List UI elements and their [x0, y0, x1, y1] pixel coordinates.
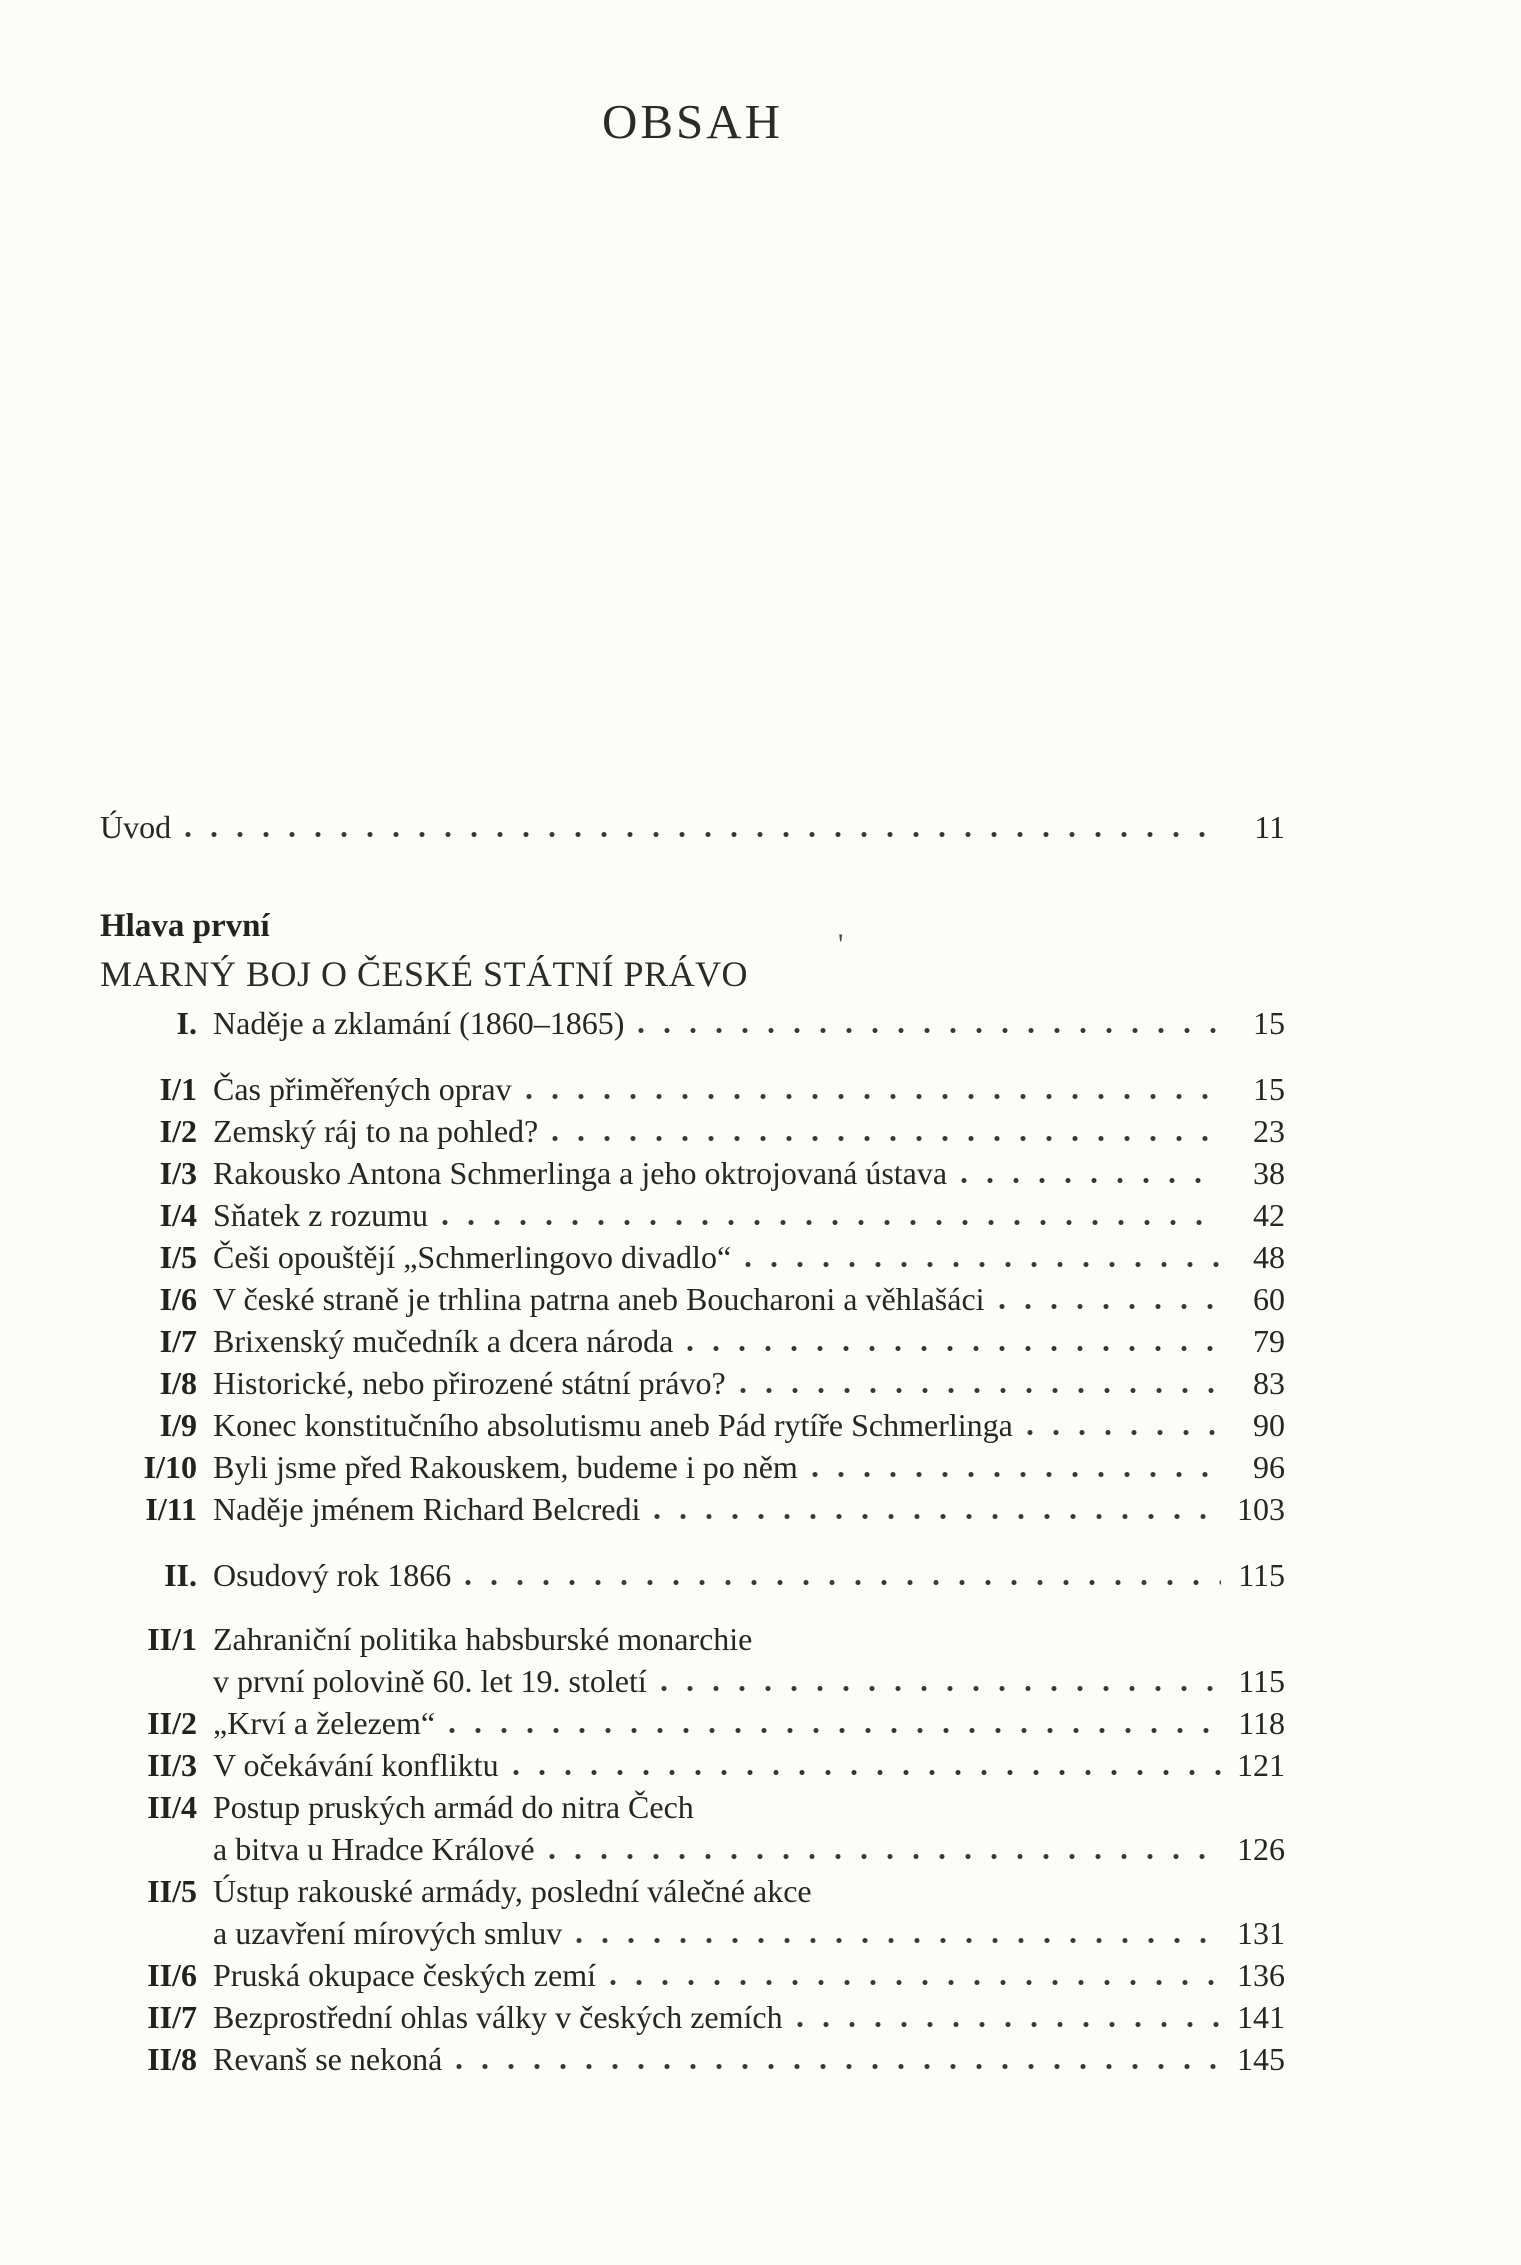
- entry-row: [100, 1660, 1285, 1702]
- dot-leader: [576, 1937, 1221, 1944]
- page-title: OBSAH: [601, 94, 784, 149]
- entry-label: I/1: [159, 1071, 197, 1107]
- entry-title: Revanš se nekoná: [213, 2041, 443, 2077]
- entry-title: Čas přiměřených oprav: [213, 1071, 512, 1107]
- entry-label: II/5: [147, 1873, 197, 1909]
- entry-row: [100, 1152, 1285, 1194]
- page-number: 15: [1253, 1071, 1285, 1107]
- entry-title: Bezprostřední ohlas války v českých zemích: [213, 1999, 783, 2035]
- entry-row: [100, 1996, 1285, 2038]
- entry-row: [100, 1618, 1285, 1660]
- entry-label: I/6: [159, 1281, 197, 1317]
- section-title: Osudový rok 1866: [213, 1557, 452, 1593]
- page-number: 38: [1253, 1155, 1285, 1191]
- entry-label: II/4: [147, 1789, 197, 1825]
- dot-leader: [513, 1769, 1221, 1776]
- page-number: 115: [1238, 1557, 1285, 1593]
- section-label: II.: [164, 1557, 197, 1593]
- entry-title: Češi opouštějí „Schmerlingovo divadlo“: [213, 1239, 732, 1275]
- section-entries: [100, 1618, 1285, 2080]
- dot-leader: [185, 831, 1221, 838]
- dot-leader: [610, 1979, 1221, 1986]
- entry-row: [100, 1236, 1285, 1278]
- entry-title: Historické, nebo přirozené státní právo?: [213, 1365, 726, 1401]
- dot-leader: [654, 1513, 1221, 1520]
- entry-title: Byli jsme před Rakouskem, budeme i po něm: [213, 1449, 798, 1485]
- page-number: 121: [1237, 1747, 1285, 1783]
- entry-title: Zahraniční politika habsburské monarchie: [213, 1621, 753, 1657]
- entry-label: II/7: [147, 1999, 197, 2035]
- entry-label: I/5: [159, 1239, 197, 1275]
- section-entries: [100, 1068, 1285, 1530]
- entry-row: [100, 1362, 1285, 1404]
- dot-leader: [526, 1093, 1221, 1100]
- dot-leader: [961, 1177, 1221, 1184]
- entry-label: I/9: [159, 1407, 197, 1443]
- entry-label: II/6: [147, 1957, 197, 1993]
- dot-leader: [687, 1345, 1221, 1352]
- entry-label: I/10: [143, 1449, 197, 1485]
- entry-title: V české straně je trhlina patrna aneb Boucharoni a věhlašáci: [213, 1281, 985, 1317]
- entry-row: [100, 2038, 1285, 2080]
- entry-label: I/2: [159, 1113, 197, 1149]
- entry-title: Naděje jménem Richard Belcredi: [213, 1491, 641, 1527]
- dot-leader: [465, 1579, 1221, 1586]
- page-number: 83: [1253, 1365, 1285, 1401]
- section-row: [100, 1554, 1285, 1596]
- page-number: 15: [1253, 1005, 1285, 1041]
- page-number: 145: [1237, 2041, 1285, 2077]
- entry-label: II/8: [147, 2041, 197, 2077]
- entry-label: II/3: [147, 1747, 197, 1783]
- intro-entry-title: Úvod: [100, 809, 172, 845]
- entry-title: V očekávání konfliktu: [213, 1747, 499, 1783]
- entry-row: [100, 1954, 1285, 1996]
- entry-row: [100, 1446, 1285, 1488]
- section-row: [100, 1002, 1285, 1044]
- entry-title: „Krví a železem“: [213, 1705, 436, 1741]
- entry-row: [100, 1320, 1285, 1362]
- dot-leader: [442, 1219, 1221, 1226]
- entry-row: [100, 1744, 1285, 1786]
- entry-row: [100, 1110, 1285, 1152]
- part-heading: [100, 903, 1285, 999]
- entry-title: Pruská okupace českých zemí: [213, 1957, 596, 1993]
- section-title: Naděje a zklamání (1860–1865): [213, 1005, 625, 1041]
- dot-leader: [745, 1261, 1221, 1268]
- entry-title: Rakousko Antona Schmerlinga a jeho oktrojovaná ústava: [213, 1155, 948, 1191]
- entry-row: [100, 1068, 1285, 1110]
- page-number: 115: [1238, 1663, 1285, 1699]
- dot-leader: [797, 2021, 1221, 2028]
- page-number: 126: [1237, 1831, 1285, 1867]
- page-number: 11: [1254, 809, 1285, 845]
- page-number: 136: [1237, 1957, 1285, 1993]
- entry-title: Brixenský mučedník a dcera národa: [213, 1323, 674, 1359]
- entry-title: Zemský ráj to na pohled?: [213, 1113, 539, 1149]
- part-heading-line1: Hlava první: [100, 908, 270, 944]
- dot-leader: [1027, 1429, 1221, 1436]
- entry-row: [100, 1404, 1285, 1446]
- dot-leader: [812, 1471, 1221, 1478]
- entry-label: II/1: [147, 1621, 197, 1657]
- entry-title: Postup pruských armád do nitra Čech: [213, 1789, 694, 1825]
- entry-row: [100, 1488, 1285, 1530]
- dot-leader: [661, 1685, 1221, 1692]
- entry-label: I/7: [159, 1323, 197, 1359]
- page-number: 23: [1253, 1113, 1285, 1149]
- page-number: 103: [1237, 1491, 1285, 1527]
- entry-label: I/3: [159, 1155, 197, 1191]
- page-number: 118: [1238, 1705, 1285, 1741]
- entry-label: I/8: [159, 1365, 197, 1401]
- page-number: 48: [1253, 1239, 1285, 1275]
- entry-title: v první polovině 60. let 19. století: [213, 1663, 647, 1699]
- page-number: 96: [1253, 1449, 1285, 1485]
- entry-title: Konec konstitučního absolutismu aneb Pád rytíře Schmerlinga: [213, 1407, 1013, 1443]
- entry-row: [100, 1278, 1285, 1320]
- entry-row: [100, 1912, 1285, 1954]
- dot-leader: [449, 1727, 1221, 1734]
- entry-label: I/11: [145, 1491, 197, 1527]
- entry-title: a bitva u Hradce Králové: [213, 1831, 535, 1867]
- intro-entry-row: [100, 806, 1285, 848]
- entry-row: [100, 1828, 1285, 1870]
- text-block: [100, 0, 1285, 2080]
- dot-leader: [638, 1027, 1221, 1034]
- entry-row: [100, 1194, 1285, 1236]
- page-number: 79: [1253, 1323, 1285, 1359]
- entry-row: [100, 1702, 1285, 1744]
- entry-label: I/4: [159, 1197, 197, 1233]
- dot-leader: [740, 1387, 1221, 1394]
- page-number: 42: [1253, 1197, 1285, 1233]
- toc-sections: [100, 1002, 1285, 2080]
- entry-row: [100, 1786, 1285, 1828]
- dot-leader: [999, 1303, 1221, 1310]
- part-heading-line2: MARNÝ BOJ O ČESKÉ STÁTNÍ PRÁVO: [100, 954, 749, 994]
- section-label: I.: [176, 1005, 197, 1041]
- page-number: 131: [1237, 1915, 1285, 1951]
- entry-title: a uzavření mírových smluv: [213, 1915, 563, 1951]
- dot-leader: [456, 2063, 1221, 2070]
- stray-apostrophe-mark: ': [838, 928, 844, 961]
- page-number: 90: [1253, 1407, 1285, 1443]
- entry-title: Ústup rakouské armády, poslední válečné akce: [213, 1873, 812, 1909]
- entry-title: Sňatek z rozumu: [213, 1197, 429, 1233]
- entry-row: [100, 1870, 1285, 1912]
- page-number: 60: [1253, 1281, 1285, 1317]
- page-number: 141: [1237, 1999, 1285, 2035]
- entry-label: II/2: [147, 1705, 197, 1741]
- dot-leader: [552, 1135, 1221, 1142]
- dot-leader: [549, 1853, 1221, 1860]
